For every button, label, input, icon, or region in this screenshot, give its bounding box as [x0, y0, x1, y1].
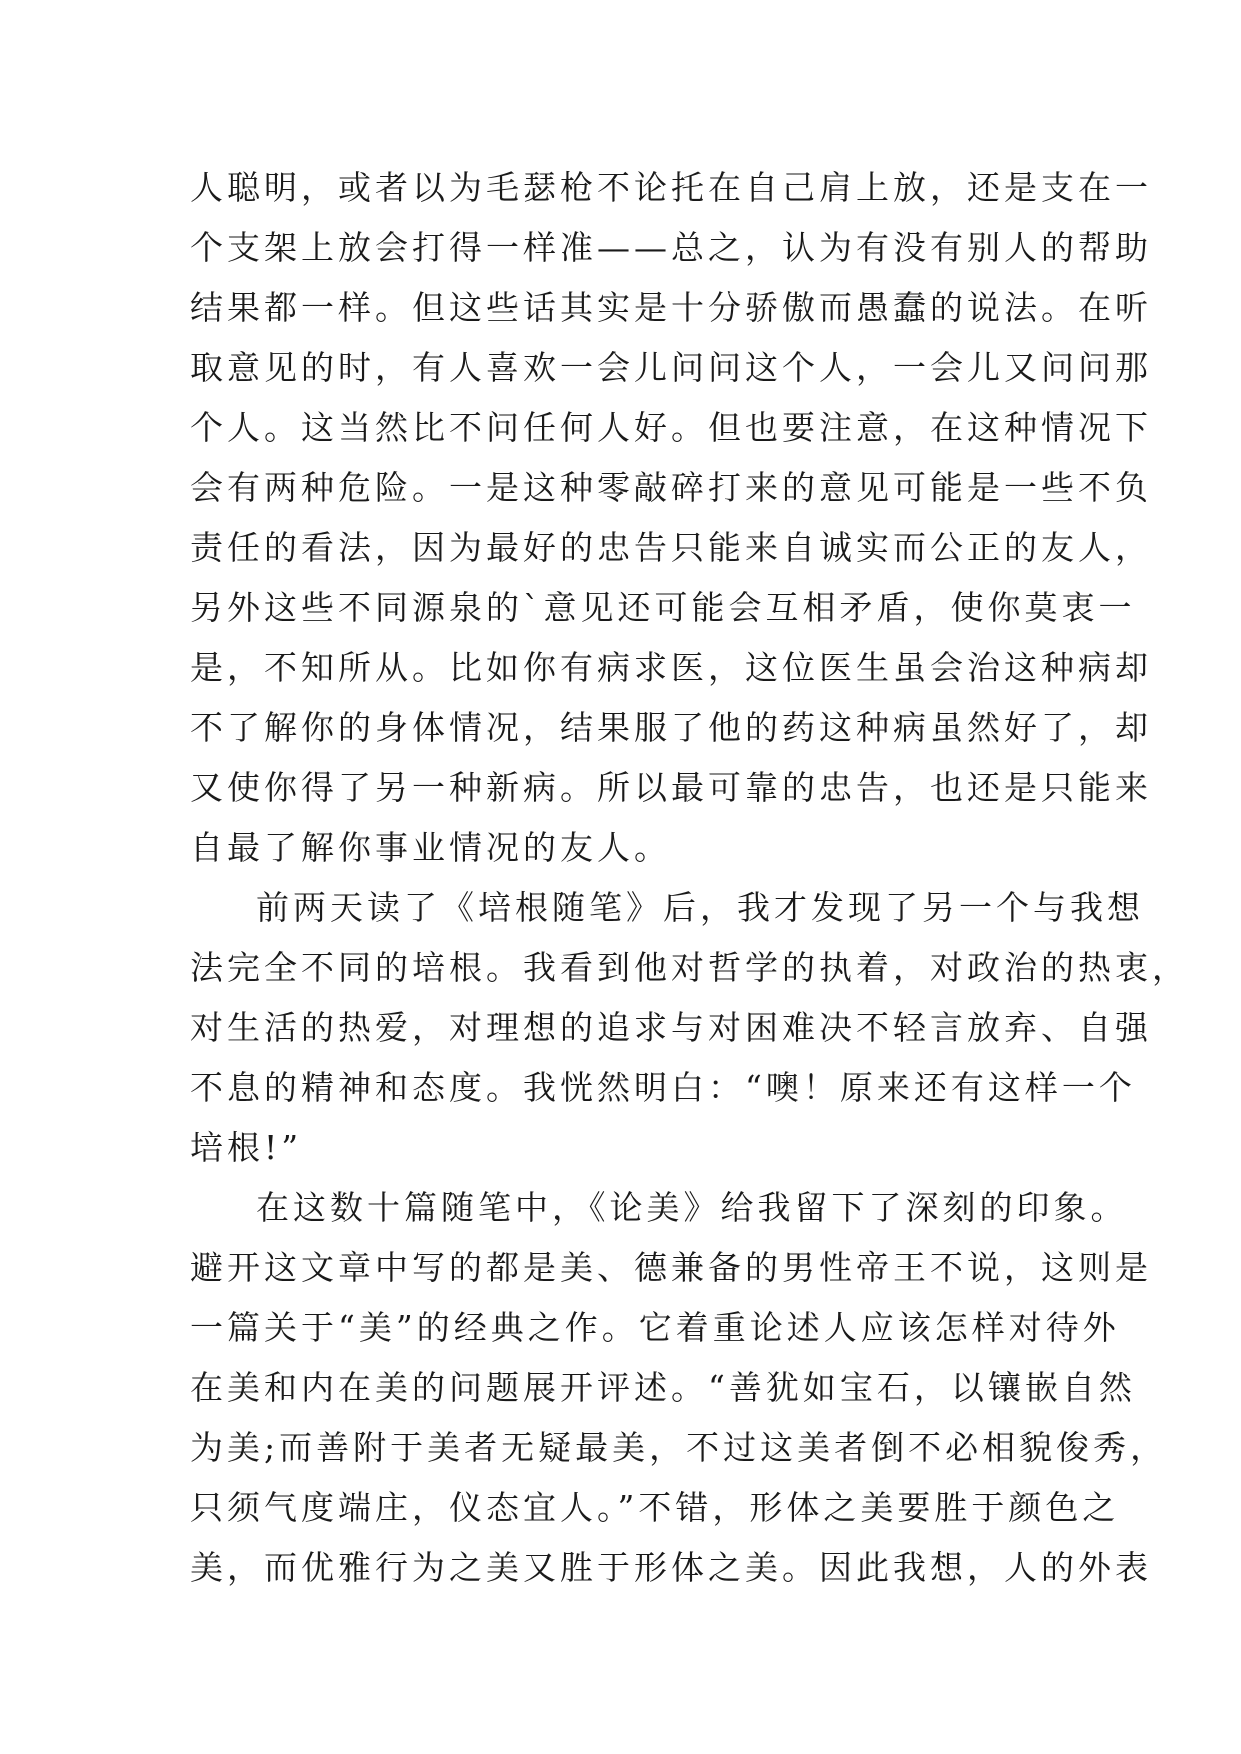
text-line: 在美和内在美的问题展开评述。“善犹如宝石，以镶嵌自然	[190, 1368, 1136, 1407]
text-line: 不了解你的身体情况，结果服了他的药这种病虽然好了，却	[190, 708, 1152, 747]
text-line: 在这数十篇随笔中，《论美》给我留下了深刻的印象。	[256, 1188, 1128, 1227]
text-line: 又使你得了另一种新病。所以最可靠的忠告，也还是只能来	[190, 768, 1152, 807]
text-line: 对生活的热爱，对理想的追求与对困难决不轻言放弃、自强	[190, 1008, 1152, 1047]
text-line: 一篇关于“美”的经典之作。它着重论述人应该怎样对待外	[190, 1308, 1120, 1347]
text-line: 个人。这当然比不问任何人好。但也要注意，在这种情况下	[190, 408, 1152, 447]
text-line: 是，不知所从。比如你有病求医，这位医生虽会治这种病却	[190, 648, 1152, 687]
body-text	[190, 158, 1189, 1598]
text-line: 结果都一样。但这些话其实是十分骄傲而愚蠢的说法。在听	[190, 288, 1152, 327]
text-line: 自最了解你事业情况的友人。	[190, 828, 671, 867]
text-line: 人聪明，或者以为毛瑟枪不论托在自己肩上放，还是支在一	[190, 168, 1152, 207]
text-line: 取意见的时，有人喜欢一会儿问问这个人，一会儿又问问那	[190, 348, 1152, 387]
text-line: 美，而优雅行为之美又胜于形体之美。因此我想，人的外表	[190, 1548, 1152, 1587]
text-line: 个支架上放会打得一样准——总之，认为有没有别人的帮助	[190, 228, 1152, 267]
text-line: 不息的精神和态度。我恍然明白：“噢！原来还有这样一个	[190, 1068, 1136, 1107]
text-line: 培根!”	[190, 1128, 303, 1167]
text-line: 另外这些不同源泉的`意见还可能会互相矛盾，使你莫衷一	[190, 588, 1136, 627]
text-line: 只须气度端庄，仪态宜人。”不错，形体之美要胜于颜色之	[190, 1488, 1120, 1527]
text-line: 会有两种危险。一是这种零敲碎打来的意见可能是一些不负	[190, 468, 1152, 507]
text-line: 避开这文章中写的都是美、德兼备的男性帝王不说，这则是	[190, 1248, 1152, 1287]
text-line: 责任的看法，因为最好的忠告只能来自诚实而公正的友人，	[190, 528, 1152, 567]
text-line: 前两天读了《培根随笔》后，我才发现了另一个与我想	[256, 888, 1144, 927]
text-line: 法完全不同的培根。我看到他对哲学的执着，对政治的热衷，	[190, 948, 1189, 987]
text-line: 为美;而善附于美者无疑最美，不过这美者倒不必相貌俊秀，	[190, 1428, 1168, 1467]
